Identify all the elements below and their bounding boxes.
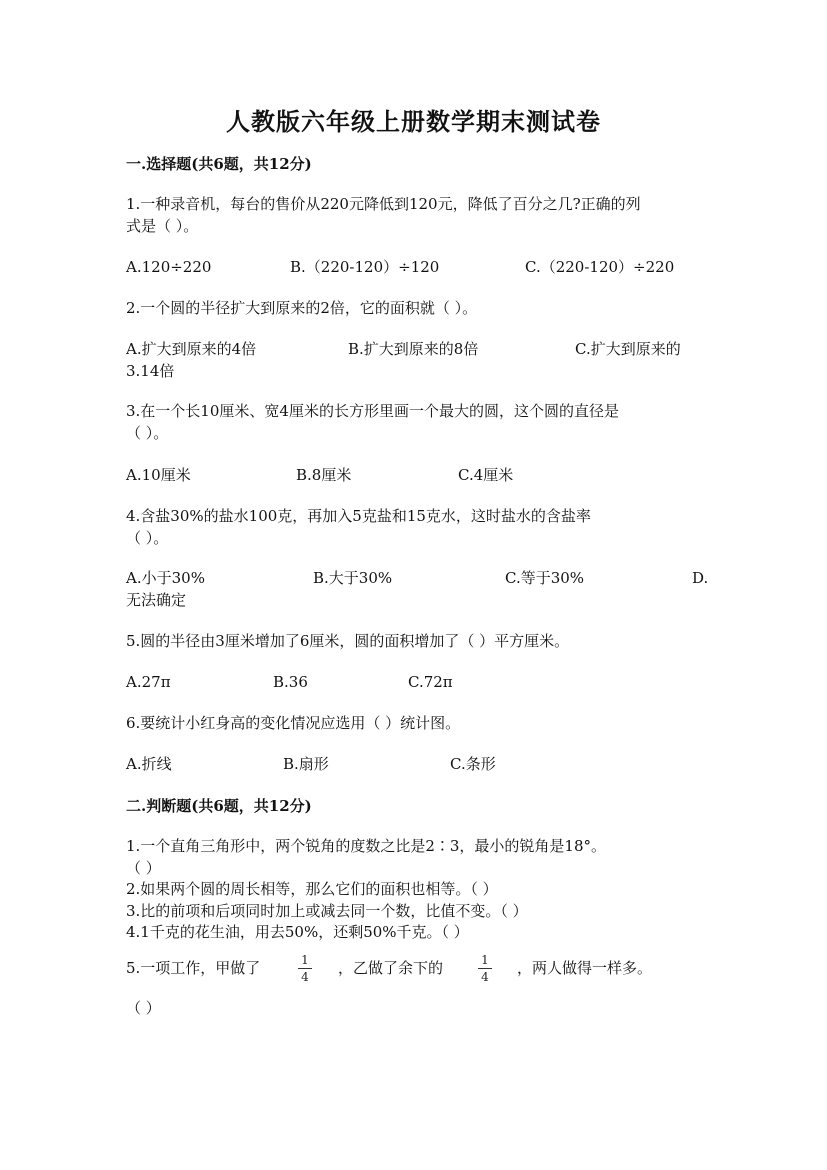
question-3-option-c: C.4厘米 [458,466,514,484]
question-2-option-b: B.扩大到原来的8倍 [348,340,479,358]
question-4-option-a: A.小于30% [126,569,205,587]
question-3-option-b: B.8厘米 [296,466,352,484]
question-1-option-c: C.（220-120）÷220 [525,258,675,276]
judgement-3-text: 3.比的前项和后项同时加上或减去同一个数，比值不变。（ ） [126,902,528,920]
question-5-option-b: B.36 [273,673,308,691]
question-1-text: 1.一种录音机，每台的售价从220元降低到120元，降低了百分之几?正确的列 [126,195,641,213]
section-heading-judgement: 二.判断题(共6题，共12分) [126,797,312,815]
question-2-option-a: A.扩大到原来的4倍 [126,340,257,358]
question-4-option-b: B.大于30% [313,569,393,587]
judgement-4-text: 4.1千克的花生油，用去50%，还剩50%千克。（ ） [126,923,469,941]
section-heading-choice: 一.选择题(共6题，共12分) [126,155,312,173]
question-3-option-a: A.10厘米 [126,466,191,484]
question-4-option-d: D. [692,569,709,587]
question-1-option-a: A.120÷220 [126,258,212,276]
judgement-2-text: 2.如果两个圆的周长相等，那么它们的面积也相等。（ ） [126,880,498,898]
question-4-option-d-wrap: 无法确定 [126,591,187,609]
question-6-option-a: A.折线 [126,755,172,773]
question-2-option-c-wrap: 3.14倍 [126,362,175,380]
question-5-text: 5.圆的半径由3厘米增加了6厘米，圆的面积增加了（ ）平方厘米。 [126,632,570,650]
fraction-one-quarter [477,953,493,984]
question-5-option-c: C.72π [408,673,453,691]
question-4-text-cont: （ ）。 [126,529,169,547]
fraction-numerator: 1 [481,953,489,967]
fraction-one-quarter [297,953,313,984]
question-1-text-cont: 式是（ ）。 [126,217,199,235]
question-1-option-b: B.（220-120）÷120 [290,258,440,276]
question-3-text-cont: （ ）。 [126,424,169,442]
judgement-5-text-part1: 5.一项工作，甲做了 [126,959,261,977]
question-2-text: 2.一个圆的半径扩大到原来的2倍，它的面积就（ ）。 [126,299,478,317]
fraction-numerator: 1 [301,953,309,967]
question-6-option-c: C.条形 [450,755,496,773]
judgement-5-text-part2: ，乙做了余下的 [338,959,444,977]
judgement-1-text: 1.一个直角三角形中，两个锐角的度数之比是2∶3，最小的锐角是18°。 [126,837,606,855]
question-6-option-b: B.扇形 [283,755,329,773]
judgement-5-text-cont: （ ） [126,999,161,1017]
judgement-1-text-cont: （ ） [126,859,161,877]
fraction-bar [478,968,492,969]
question-3-text: 3.在一个长10厘米、宽4厘米的长方形里画一个最大的圆，这个圆的直径是 [126,402,619,420]
question-5-option-a: A.27π [126,673,171,691]
judgement-5-text-part3: ，两人做得一样多。 [517,959,653,977]
fraction-bar [298,968,312,969]
page-title: 人教版六年级上册数学期末测试卷 [226,107,601,136]
fraction-denominator: 4 [301,970,309,984]
question-6-text: 6.要统计小红身高的变化情况应选用（ ）统计图。 [126,714,461,732]
question-2-option-c: C.扩大到原来的 [575,340,681,358]
question-4-option-c: C.等于30% [505,569,585,587]
question-4-text: 4.含盐30%的盐水100克，再加入5克盐和15克水，这时盐水的含盐率 [126,507,591,525]
fraction-denominator: 4 [481,970,489,984]
